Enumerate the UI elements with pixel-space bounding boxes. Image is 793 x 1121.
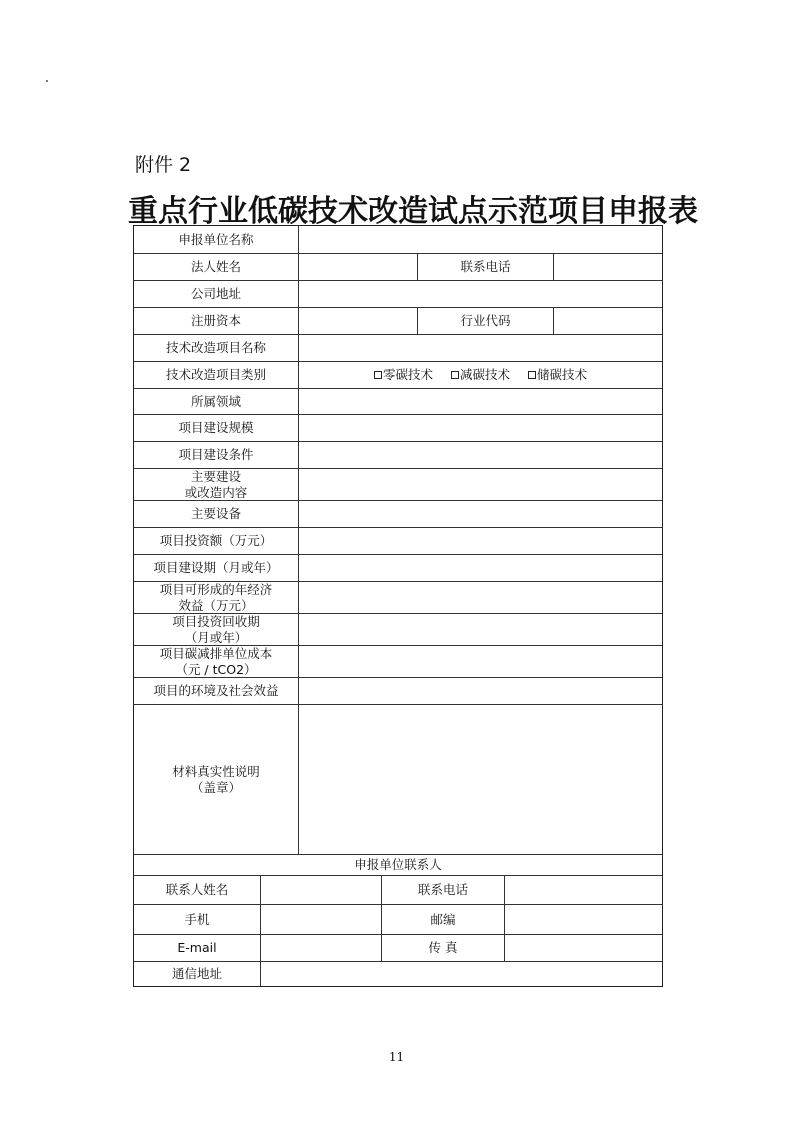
contact-name-field[interactable] — [260, 876, 381, 904]
authenticity-field[interactable] — [298, 705, 662, 854]
equipment-field[interactable] — [298, 501, 662, 527]
scan-speck — [46, 80, 48, 82]
contact-row-mobile — [134, 904, 662, 934]
content-label-line2: 或改造内容 — [184, 484, 248, 500]
authenticity-label-line2: （盖章） — [190, 779, 241, 795]
form-row-authenticity — [134, 704, 662, 854]
fax-field[interactable] — [504, 935, 662, 961]
form-row-capital — [134, 307, 662, 334]
field-label: 所属领域 — [190, 393, 241, 409]
payback-label — [134, 614, 298, 645]
registered-capital-field[interactable] — [298, 308, 417, 334]
store-carbon-checkbox[interactable] — [528, 367, 587, 383]
payback-label-line1: 项目投资回收期 — [172, 613, 260, 629]
mailing-address-field[interactable] — [260, 962, 662, 986]
reduce-carbon-checkbox[interactable] — [451, 367, 510, 383]
contact-phone-field[interactable] — [504, 876, 662, 904]
cost-label-line1: 项目碳减排单位成本 — [159, 645, 273, 661]
contact-section-title: 申报单位联系人 — [354, 857, 442, 873]
form-row-field — [134, 388, 662, 414]
contact-section-header — [134, 854, 662, 875]
cost-label — [134, 646, 298, 677]
authenticity-label-line1: 材料真实性说明 — [172, 763, 260, 779]
company-address-label: 公司地址 — [190, 286, 241, 302]
benefit-label-line2: 效益（万元） — [178, 597, 254, 613]
checkbox-square-icon — [528, 371, 536, 379]
industry-code-label: 行业代码 — [417, 308, 553, 334]
form-row-applicant — [134, 226, 662, 253]
form-row-benefit — [134, 581, 662, 613]
form-row-content — [134, 468, 662, 500]
legal-person-field[interactable] — [298, 254, 417, 280]
checkbox-square-icon — [374, 371, 382, 379]
fax-label: 传 真 — [381, 935, 504, 961]
contact-phone-label: 联系电话 — [381, 876, 504, 904]
mobile-field[interactable] — [260, 905, 381, 934]
contact-row-email — [134, 934, 662, 961]
form-row-period — [134, 554, 662, 581]
conditions-field[interactable] — [298, 442, 662, 468]
form-row-env — [134, 677, 662, 704]
applicant-name-label: 申报单位名称 — [178, 231, 254, 247]
phone-label: 联系电话 — [417, 254, 553, 280]
scale-field[interactable] — [298, 415, 662, 441]
content-label — [134, 469, 298, 500]
form-row-conditions — [134, 441, 662, 468]
page-number: 11 — [388, 1050, 405, 1064]
form-row-investment — [134, 527, 662, 554]
registered-capital-label: 注册资本 — [190, 313, 241, 329]
form-row-cost — [134, 645, 662, 677]
contact-row-name — [134, 875, 662, 904]
project-name-field[interactable] — [298, 335, 662, 361]
benefit-label-line1: 项目可形成的年经济 — [159, 581, 273, 597]
project-name-label: 技术改造项目名称 — [165, 340, 266, 356]
checkbox-square-icon — [451, 371, 459, 379]
field-field[interactable] — [298, 389, 662, 414]
company-address-field[interactable] — [298, 281, 662, 307]
store-carbon-label: 储碳技术 — [537, 367, 588, 383]
project-category-label: 技术改造项目类别 — [165, 367, 266, 383]
contact-row-address — [134, 961, 662, 986]
industry-code-field[interactable] — [553, 308, 662, 334]
benefit-label — [134, 582, 298, 613]
form-row-project-category — [134, 361, 662, 388]
reduce-carbon-label: 减碳技术 — [459, 367, 510, 383]
mailing-address-label: 通信地址 — [171, 966, 222, 982]
env-benefit-label: 项目的环境及社会效益 — [153, 683, 279, 699]
form-row-equipment — [134, 500, 662, 527]
authenticity-label — [134, 705, 298, 854]
period-field[interactable] — [298, 555, 662, 581]
period-label: 项目建设期（月或年） — [153, 560, 279, 576]
form-row-project-name — [134, 334, 662, 361]
email-field[interactable] — [260, 935, 381, 961]
investment-field[interactable] — [298, 528, 662, 554]
page-title: 重点行业低碳技术改造试点示范项目申报表 — [128, 194, 698, 229]
email-label: E-mail — [177, 940, 217, 956]
cost-field[interactable] — [298, 646, 662, 677]
applicant-name-field[interactable] — [298, 226, 662, 253]
postcode-label: 邮编 — [381, 905, 504, 934]
category-options — [298, 362, 662, 388]
zero-carbon-label: 零碳技术 — [382, 367, 433, 383]
attachment-label: 附件 2 — [135, 154, 192, 176]
benefit-field[interactable] — [298, 582, 662, 613]
cost-label-line2: （元 / tCO2） — [175, 661, 257, 677]
contact-name-label: 联系人姓名 — [165, 882, 229, 898]
payback-label-line2: （月或年） — [184, 629, 248, 645]
form-row-address — [134, 280, 662, 307]
phone-field[interactable] — [553, 254, 662, 280]
postcode-field[interactable] — [504, 905, 662, 934]
legal-person-label: 法人姓名 — [190, 259, 241, 275]
content-label-line1: 主要建设 — [190, 468, 241, 484]
zero-carbon-checkbox[interactable] — [374, 367, 433, 383]
conditions-label: 项目建设条件 — [178, 447, 254, 463]
equipment-label: 主要设备 — [190, 506, 241, 522]
application-form — [133, 225, 663, 987]
mobile-label: 手机 — [184, 911, 210, 927]
form-row-payback — [134, 613, 662, 645]
payback-field[interactable] — [298, 614, 662, 645]
form-row-scale — [134, 414, 662, 441]
content-field[interactable] — [298, 469, 662, 500]
investment-label: 项目投资额（万元） — [159, 533, 273, 549]
form-row-legal-person — [134, 253, 662, 280]
scale-label: 项目建设规模 — [178, 420, 254, 436]
env-benefit-field[interactable] — [298, 678, 662, 704]
